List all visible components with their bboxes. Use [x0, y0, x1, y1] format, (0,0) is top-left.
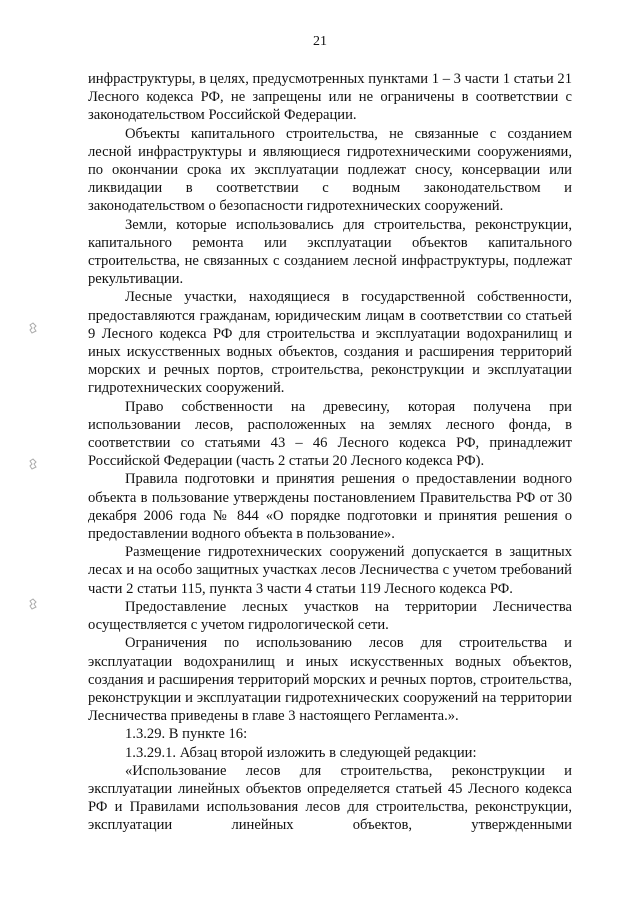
paragraph-continuation: инфраструктуры, в целях, предусмотренных пунктами 1 – 3 части 1 статьи 21 Лесного кодекса РФ, не запрещены или не ограничены в соответствии с законодательством Российской Федерации. [88, 71, 572, 124]
paragraph-clause-1-3-29: 1.3.29. В пункте 16: [125, 726, 248, 743]
paragraph-timber-ownership: Право собственности на древесину, которая получена при использовании лесов, расположенных на землях лесного фонда, в соответствии со статьями 43 – 46 Лесного кодекса РФ, принадлежит Российской Федерации (часть 2 статьи 20 Лесного кодекса РФ). [88, 398, 572, 470]
paragraph-land-recultivation: Земли, которые использовались для строительства, реконструкции, капитального ремонта или эксплуатации объектов капитального строительства, не связанных с созданием лесной инфраструктуры, подлежат рекультивации. [88, 216, 572, 288]
scan-speck-3 [28, 598, 38, 610]
paragraph-forest-plots: Лесные участки, находящиеся в государственной собственности, предоставляются гражданам, юридическим лицам в соответствии со статьей 9 Лесного кодекса РФ для строительства и эксплуатации водохранилищ и иных искусственных водных объектов, создания и расширения территорий морских и речных портов, строительства, реконструкции и эксплуатации гидротехнических сооружений. [88, 289, 572, 397]
paragraph-linear-objects: «Использование лесов для строительства, реконструкции и эксплуатации линейных объектов определяется статьей 45 Лесного кодекса РФ и Правилами использования лесов для строительства, реконструкции, эксплуатации линейных объектов, утвержденными [88, 762, 572, 834]
scan-speck-2 [28, 458, 38, 470]
document-body [88, 70, 572, 835]
paragraph-clause-1-3-29-1: 1.3.29.1. Абзац второй изложить в следующей редакции: [125, 744, 477, 761]
paragraph-water-object-rules: Правила подготовки и принятия решения о предоставлении водного объекта в пользование утверждены постановлением Правительства РФ от 30 декабря 2006 года № 844 «О порядке подготовки и принятия решения о предоставлении водного объекта в пользование». [88, 471, 572, 543]
paragraph-hydrological-network: Предоставление лесных участков на территории Лесничества осуществляется с учетом гидрологической сети. [88, 598, 572, 634]
paragraph-hydro-placement: Размещение гидротехнических сооружений допускается в защитных лесах и на особо защитных участках лесов Лесничества с учетом требований части 2 статьи 115, пункта 3 части 4 статьи 119 Лесного кодекса РФ. [88, 544, 572, 597]
scan-speck-1 [28, 322, 38, 334]
paragraph-restrictions: Ограничения по использованию лесов для строительства и эксплуатации водохранилищ и иных искусственных водных объектов, создания и расширения территорий морских и речных портов, строительства, реконструкции и эксплуатации гидротехнических сооружений на территории Лесничества приведены в главе 3 настоящего Регламента.». [88, 635, 572, 725]
paragraph-capital-construction: Объекты капитального строительства, не связанные с созданием лесной инфраструктуры и являющиеся гидротехническими сооружениями, по окончании срока их эксплуатации подлежат сносу, консервации или ликвидации в соответствии с водным законодательством и законодательством о безопасности гидротехнических сооружений. [88, 125, 572, 215]
page-number: 21 [313, 34, 327, 49]
